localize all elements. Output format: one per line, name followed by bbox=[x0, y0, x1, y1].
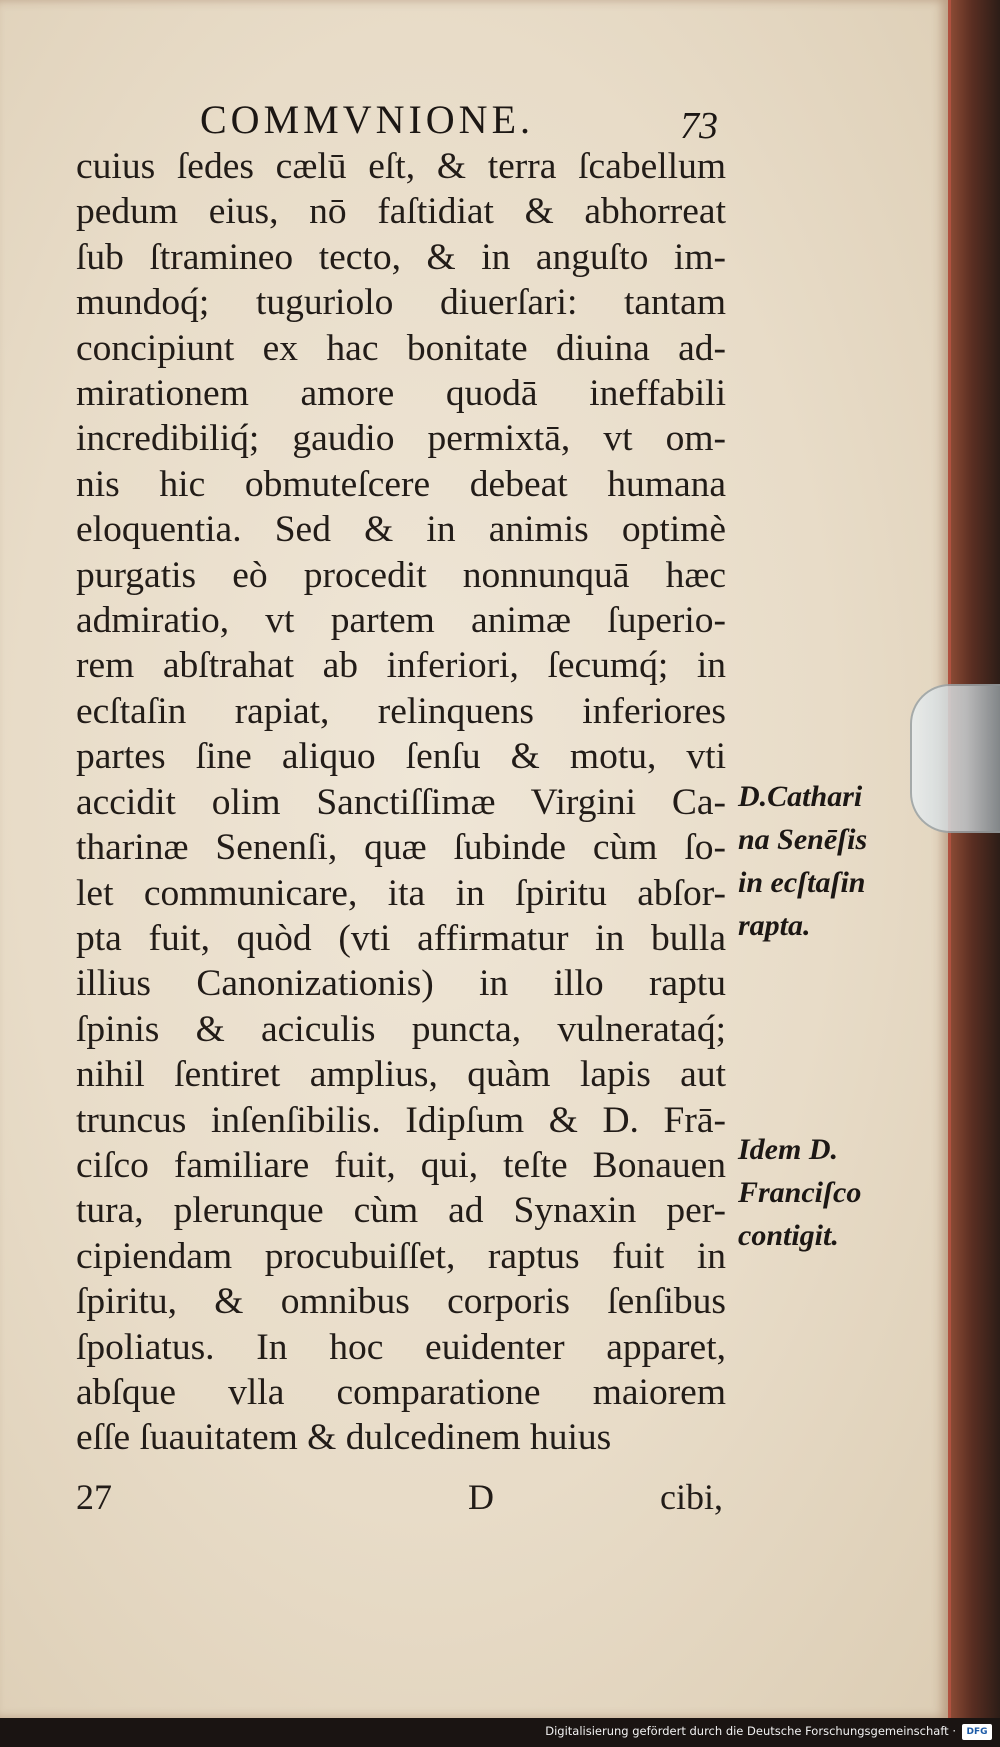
footer-bar bbox=[0, 1718, 1000, 1747]
text-line: ecſtaſin rapiat, relinquens inferiores bbox=[76, 690, 726, 732]
text-line: pta fuit, quòd (vti affirmatur in bulla bbox=[76, 917, 726, 959]
signature-mark: D bbox=[468, 1477, 494, 1517]
text-line: ciſco familiare fuit, qui, teſte Bonauen bbox=[76, 1144, 726, 1186]
text-line: mundoq́; tuguriolo diuerſari: tantam bbox=[76, 282, 726, 324]
text-line: incredibiliq́; gaudio permixtā, vt om- bbox=[76, 418, 726, 460]
marginal-note-line: Idem D. bbox=[738, 1133, 838, 1166]
catchword: cibi, bbox=[660, 1477, 723, 1517]
marginal-note-line: contigit. bbox=[738, 1219, 839, 1252]
text-line: ſpinis & aciculis puncta, vulnerataq́; bbox=[76, 1008, 726, 1050]
marginal-note-line: na Senēſis bbox=[738, 823, 868, 856]
marginal-note-line: rapta. bbox=[738, 909, 811, 942]
running-head: COMMVNIONE. bbox=[200, 97, 534, 142]
text-line: cipiendam procubuiſſet, raptus fuit in bbox=[76, 1235, 726, 1277]
text-line: eloquentia. Sed & in animis optimè bbox=[76, 509, 726, 551]
text-line: mirationem amore quodā ineffabili bbox=[76, 373, 726, 415]
text-line: truncus inſenſibilis. Idipſum & D. Frā- bbox=[76, 1099, 726, 1141]
text-line: tura, plerunque cùm ad Synaxin per- bbox=[76, 1190, 726, 1232]
text-line: accidit olim Sanctiſſimæ Virgini Ca- bbox=[76, 781, 726, 823]
signature-number: 27 bbox=[76, 1477, 112, 1517]
page-clip bbox=[910, 684, 1000, 833]
text-line: tharinæ Senenſi, quæ ſubinde cùm ſo- bbox=[76, 827, 726, 869]
text-line: partes ſine aliquo ſenſu & motu, vti bbox=[76, 736, 726, 778]
text-line: illius Canonizationis) in illo raptu bbox=[76, 963, 726, 1005]
text-line: eſſe ſuauitatem & dulcedinem huius bbox=[76, 1417, 612, 1459]
dfg-logo: DFG bbox=[962, 1724, 992, 1740]
marginal-note-francisco bbox=[738, 1128, 861, 1257]
text-line: purgatis eò procedit nonnunquā hæc bbox=[76, 554, 726, 596]
text-line: abſque vlla comparatione maiorem bbox=[76, 1371, 726, 1413]
text-line: ſpoliatus. In hoc euidenter apparet, bbox=[76, 1326, 726, 1368]
funding-credit: Digitalisierung gefördert durch die Deutsche Forschungsgemeinschaft · bbox=[545, 1724, 956, 1738]
text-line: nis hic obmuteſcere debeat humana bbox=[76, 463, 726, 505]
text-line: cuius ſedes cælū eſt, & terra ſcabellum bbox=[76, 146, 726, 187]
text-line: ſpiritu, & omnibus corporis ſenſibus bbox=[76, 1281, 726, 1323]
text-line: ſub ſtramineo tecto, & in anguſto im- bbox=[76, 236, 726, 278]
text-line: concipiunt ex hac bonitate diuina ad- bbox=[76, 327, 726, 369]
text-line: let communicare, ita in ſpiritu abſor- bbox=[76, 872, 726, 914]
main-text-block bbox=[76, 144, 726, 1461]
text-line: nihil ſentiret amplius, quàm lapis aut bbox=[76, 1054, 726, 1096]
page-number: 73 bbox=[680, 105, 718, 147]
text-line: admiratio, vt partem animæ ſuperio- bbox=[76, 600, 726, 642]
marginal-note-line: D.Cathari bbox=[738, 780, 863, 813]
text-line: pedum eius, nō faſtidiat & abhorreat bbox=[76, 191, 726, 233]
marginal-note-line: Franciſco bbox=[738, 1176, 862, 1209]
marginal-note-catharina bbox=[738, 775, 867, 947]
text-line: rem abſtrahat ab inferiori, ſecumq́; in bbox=[76, 645, 726, 687]
marginal-note-line: in ecſtaſin bbox=[738, 866, 866, 899]
